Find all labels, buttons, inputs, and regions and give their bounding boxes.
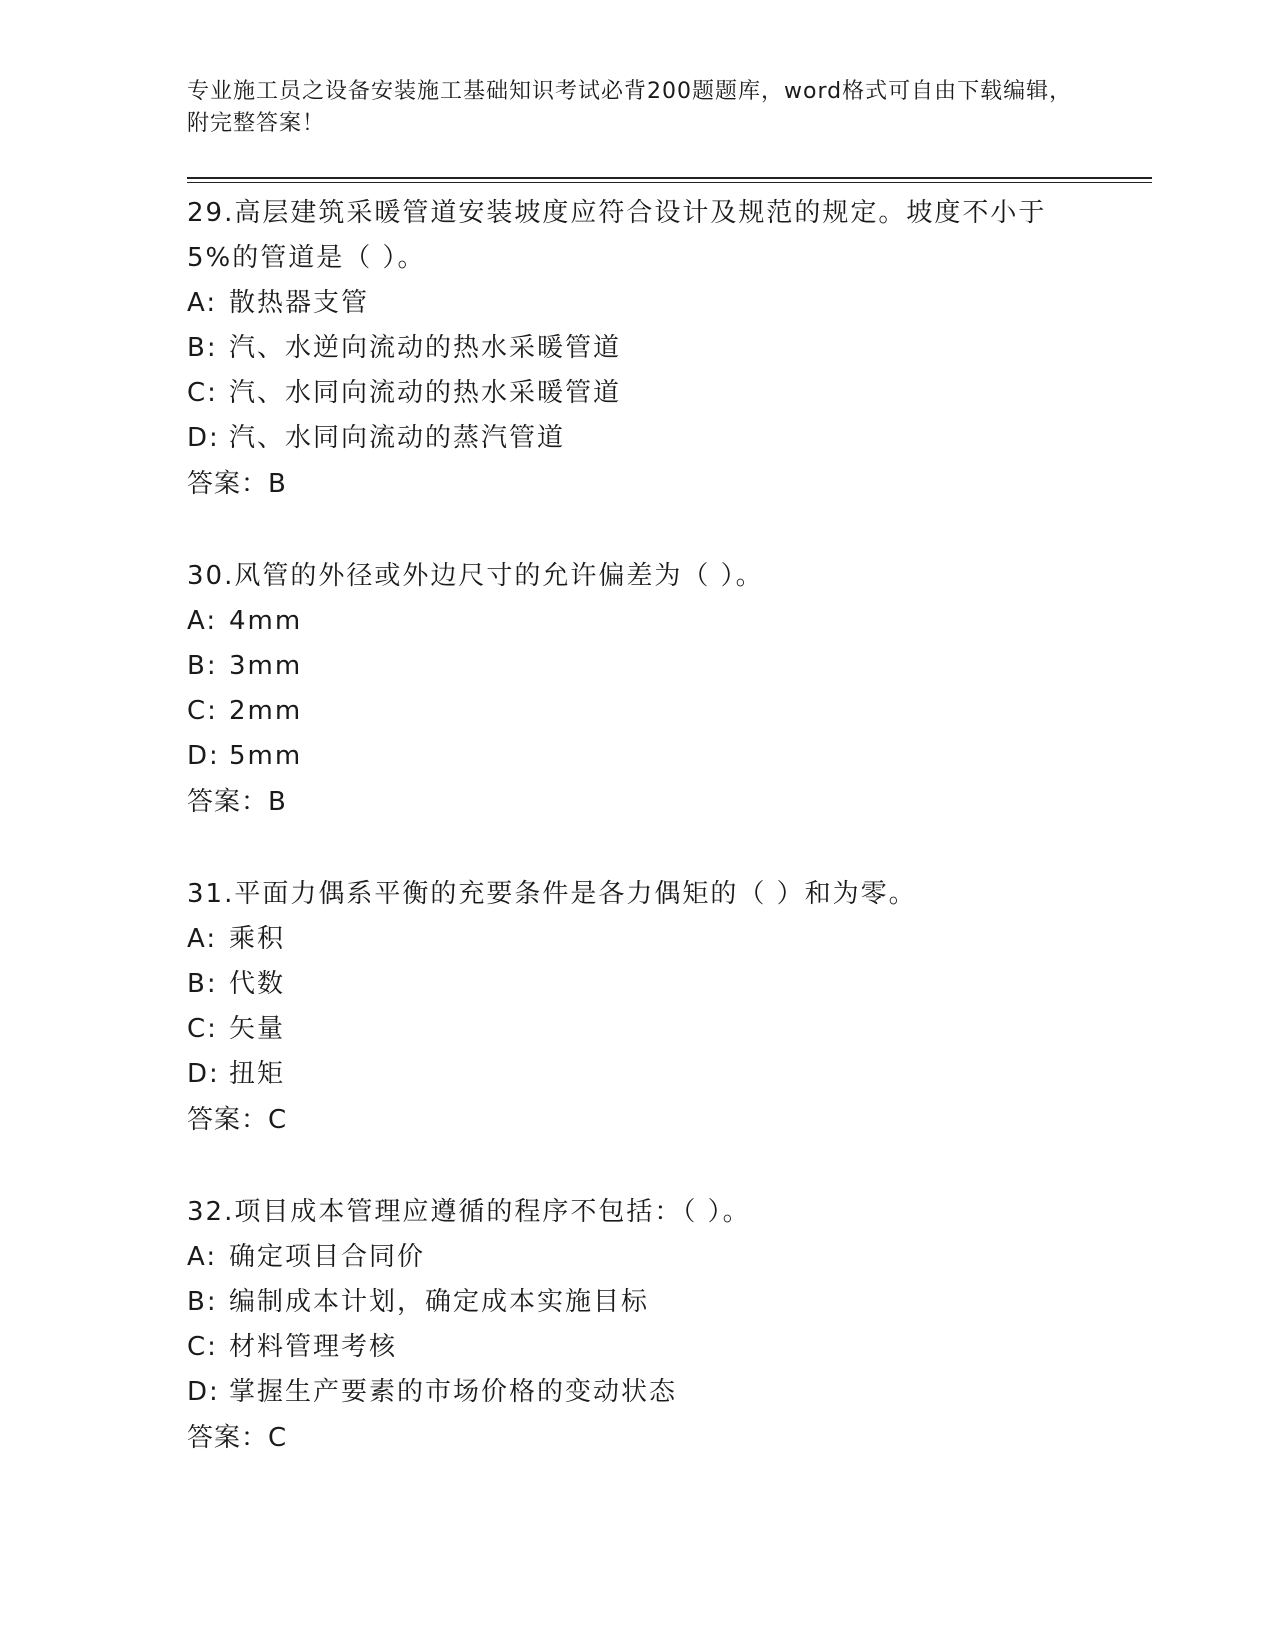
option-c — [187, 1325, 1087, 1370]
option-a — [187, 1235, 1087, 1280]
option-text: 代数 — [229, 969, 286, 999]
option-text: 矢量 — [229, 1014, 286, 1044]
option-text: 扭矩 — [229, 1059, 286, 1089]
question-list — [187, 191, 1087, 1508]
option-a — [187, 599, 1087, 644]
question-29 — [187, 191, 1087, 507]
option-text: 乘积 — [229, 924, 286, 954]
question-title: 30.风管的外径或外边尺寸的允许偏差为（ ）。 — [187, 561, 764, 591]
header-divider-thick — [187, 177, 1152, 179]
answer-line: 答案：B — [187, 787, 287, 817]
option-b — [187, 644, 1087, 689]
question-30 — [187, 554, 1087, 825]
option-key: D: — [187, 741, 220, 771]
option-c — [187, 371, 1087, 416]
option-key: C: — [187, 696, 218, 726]
option-key: B: — [187, 969, 218, 999]
option-key: B: — [187, 651, 218, 681]
option-a — [187, 281, 1087, 326]
option-text: 3mm — [229, 651, 303, 681]
option-text: 编制成本计划，确定成本实施目标 — [229, 1287, 650, 1317]
option-text: 散热器支管 — [229, 288, 370, 318]
option-b — [187, 326, 1087, 371]
question-31 — [187, 872, 1087, 1143]
option-key: D: — [187, 1059, 220, 1089]
header-divider-thin — [187, 182, 1152, 183]
option-text: 汽、水逆向流动的热水采暖管道 — [229, 333, 622, 363]
option-text: 汽、水同向流动的热水采暖管道 — [229, 378, 622, 408]
option-text: 确定项目合同价 — [229, 1242, 426, 1272]
option-key: D: — [187, 1377, 220, 1407]
option-key: C: — [187, 1014, 218, 1044]
option-key: B: — [187, 1287, 218, 1317]
option-key: A: — [187, 606, 218, 636]
answer-line: 答案：C — [187, 1423, 288, 1453]
option-text: 掌握生产要素的市场价格的变动状态 — [229, 1377, 678, 1407]
option-d — [187, 734, 1087, 779]
question-title: 29.高层建筑采暖管道安装坡度应符合设计及规范的规定。坡度不小于5%的管道是（ ）。 — [187, 198, 1047, 273]
option-c — [187, 689, 1087, 734]
option-key: C: — [187, 1332, 218, 1362]
option-text: 汽、水同向流动的蒸汽管道 — [229, 423, 566, 453]
option-b — [187, 1280, 1087, 1325]
question-32 — [187, 1190, 1087, 1461]
option-d — [187, 1052, 1087, 1097]
option-key: B: — [187, 333, 218, 363]
option-text: 材料管理考核 — [229, 1332, 398, 1362]
option-text: 5mm — [229, 741, 303, 771]
option-d — [187, 1370, 1087, 1415]
option-key: A: — [187, 1242, 218, 1272]
answer-line: 答案：C — [187, 1105, 288, 1135]
option-d — [187, 416, 1087, 461]
document-header: 专业施工员之设备安装施工基础知识考试必背200题题库，word格式可自由下载编辑，附完整答案！ — [187, 79, 1073, 136]
option-a — [187, 917, 1087, 962]
option-text: 4mm — [229, 606, 303, 636]
answer-line: 答案：B — [187, 469, 287, 499]
question-title: 31.平面力偶系平衡的充要条件是各力偶矩的（ ）和为零。 — [187, 879, 917, 909]
option-c — [187, 1007, 1087, 1052]
option-key: C: — [187, 378, 218, 408]
option-key: D: — [187, 423, 220, 453]
option-key: A: — [187, 924, 218, 954]
option-key: A: — [187, 288, 218, 318]
option-text: 2mm — [229, 696, 303, 726]
option-b — [187, 962, 1087, 1007]
question-title: 32.项目成本管理应遵循的程序不包括：（ ）。 — [187, 1197, 751, 1227]
